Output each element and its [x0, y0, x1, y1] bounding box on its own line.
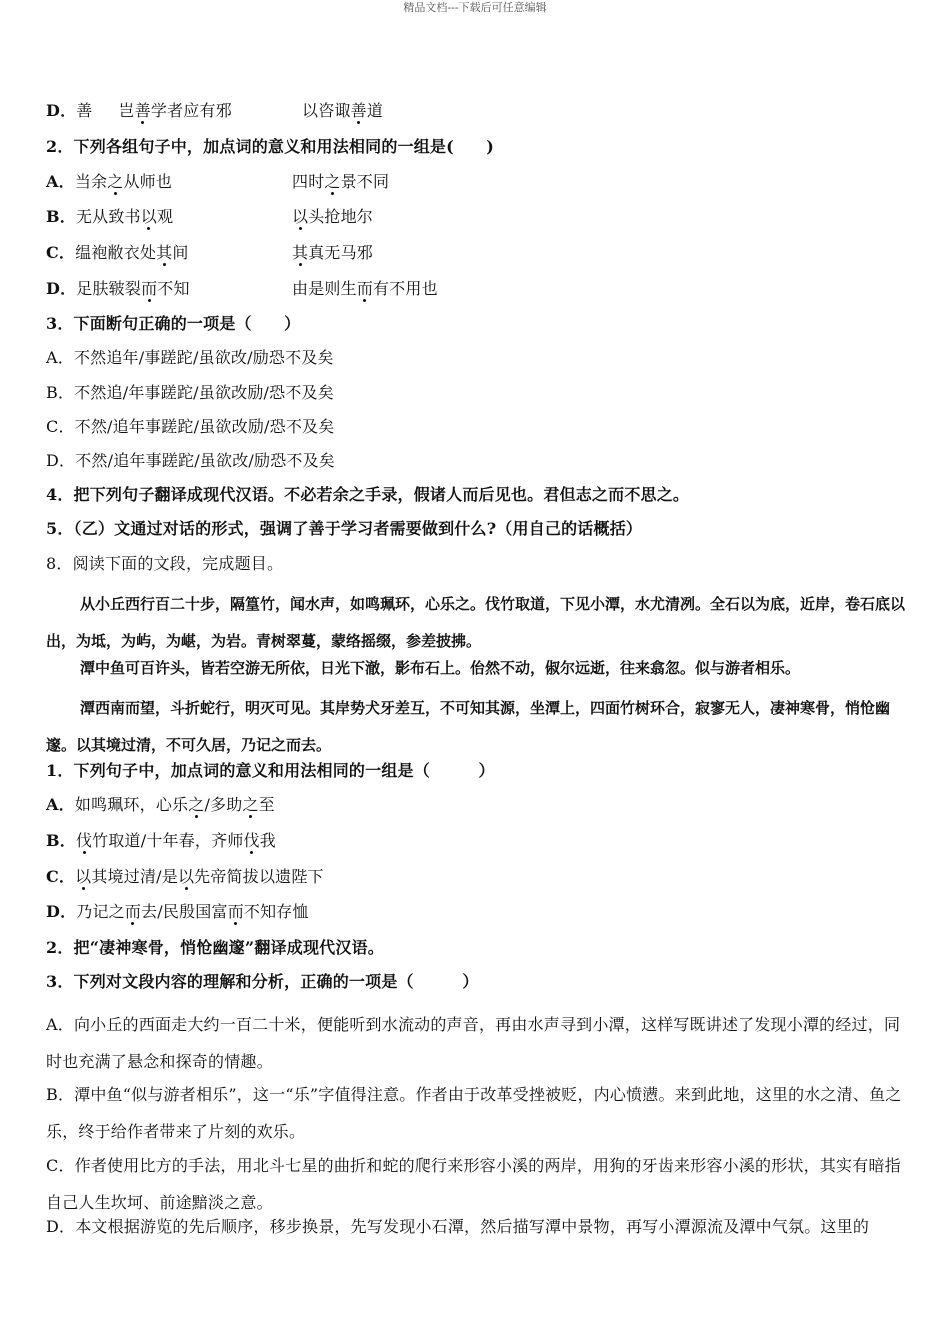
sub3-option-b: B．潭中鱼“似与游者相乐”，这一“乐”字值得注意。作者由于改革受挫被贬，内心愤懑。来到此地，这里的水之清、鱼之乐，终于给作者带来了片刻的欢乐。 — [46, 1085, 902, 1141]
dotted-word: 而 — [227, 902, 244, 921]
dotted-word: 而 — [124, 902, 142, 921]
dotted-word: 伐 — [243, 831, 260, 850]
q3-option-b: B．不然追/年事蹉跎/虽欲改励/恐不及矣 — [46, 383, 334, 402]
q1-option-d: D．善 岂善学者应有邪 以咨诹善道 — [46, 101, 384, 120]
dotted-word: 以 — [140, 207, 157, 226]
q2-option-a: A．当余之从师也 四时之景不同 — [46, 172, 390, 191]
dotted-word: 以 — [177, 867, 195, 886]
question-2-stem: 2．下列各组句子中，加点词的意义和用法相同的一组是( ) — [46, 137, 495, 156]
question-8-stem: 8．阅读下面的文段，完成题目。 — [46, 554, 284, 573]
sub-question-1-stem: 1．下列句子中，加点词的意义和用法相同的一组是（ ） — [46, 761, 495, 780]
question-5: 5．（乙）文通过对话的形式，强调了善于学习者需要做到什么?（用自己的话概括） — [46, 519, 643, 538]
option-word: 善 — [76, 101, 93, 120]
sub1-option-a: A．如鸣珮环，心乐之/多助之至 — [46, 795, 275, 814]
question-3-stem: 3．下面断句正确的一项是（ ） — [46, 314, 301, 333]
q3-option-d: D．不然/追年事蹉跎/虽欲改/励恐不及矣 — [46, 451, 336, 470]
sub1-option-d: D．乃记之而去/民殷国富而不知存恤 — [46, 902, 309, 921]
sub-question-2: 2．把“凄神寒骨，悄怆幽邃”翻译成现代汉语。 — [46, 938, 384, 957]
dotted-word: 之 — [324, 172, 341, 191]
passage-paragraph-2: 潭中鱼可百许头，皆若空游无所依，日光下澈，影布石上。佁然不动，俶尔远逝，往来翕忽。似与游者相乐。 — [80, 659, 801, 677]
passage-paragraph-1: 从小丘西行百二十步，隔篁竹，闻水声，如鸣珮环，心乐之。伐竹取道，下见小潭，水尤清冽。全石以为底，近岸，卷石底以出，为坻，为屿，为嵁，为岩。青树翠蔓，蒙络摇缀，参差披拂。 — [46, 595, 906, 650]
dotted-word: 之 — [188, 795, 205, 814]
sub3-option-a: A．向小丘的西面走大约一百二十米，便能听到水流动的声音，再由水声寻到小潭，这样写既讲述了发现小潭的经过，同时也充满了悬念和探奇的情趣。 — [46, 1015, 901, 1071]
dotted-word: 伐 — [75, 831, 93, 850]
passage-paragraph-3: 潭西南而望，斗折蛇行，明灭可见。其岸势犬牙差互，不可知其源，坐潭上，四面竹树环合，寂寥无人，凄神寒骨，悄怆幽邃。以其境过清，不可久居，乃记之而去。 — [46, 699, 891, 754]
q2-option-d: D．足肤皲裂而不知 由是则生而有不用也 — [46, 279, 438, 298]
q2-option-c: C．缊袍敝衣处其间 其真无马邪 — [46, 243, 374, 262]
dotted-word: 之 — [107, 172, 124, 191]
option-label: D． — [46, 101, 77, 120]
dotted-word: 以 — [75, 867, 92, 886]
dotted-word: 而 — [356, 279, 374, 298]
sub3-option-d: D．本文根据游览的先后顺序，移步换景，先写发现小石潭，然后描写潭中景物，再写小潭源流及潭中气氛。这里的 — [46, 1217, 870, 1236]
dotted-word: 之 — [242, 795, 259, 814]
q2-option-b: B．无从致书以观 以头抢地尔 — [46, 207, 374, 226]
dotted-word: 其 — [292, 243, 309, 262]
q3-option-a: A．不然追年/事蹉跎/虽欲改/励恐不及矣 — [46, 348, 334, 367]
dotted-word: 以 — [292, 207, 309, 226]
sub1-option-b: B．伐竹取道/十年春，齐师伐我 — [46, 831, 276, 850]
page-header: 精品文档---下载后可任意编辑 — [403, 1, 547, 14]
dotted-word: 而 — [141, 279, 158, 298]
q3-option-c: C．不然/追年事蹉跎/虽欲改励/恐不及矣 — [46, 417, 335, 436]
question-4: 4．把下列句子翻译成现代汉语。不必若余之手录，假诸人而后见也。君但志之而不思之。 — [46, 485, 690, 504]
sub3-option-c: C．作者使用比方的手法，用北斗七星的曲折和蛇的爬行来形容小溪的两岸，用狗的牙齿来形容小溪的形状，其实有暗指自己人生坎坷、前途黯淡之意。 — [46, 1156, 901, 1212]
dotted-word: 其 — [156, 243, 173, 262]
dotted-word: 善 — [350, 101, 367, 120]
sub1-option-c: C．以其境过清/是以先帝简拔以遗陛下 — [46, 867, 324, 886]
dotted-word: 善 — [134, 101, 151, 120]
sub-question-3-stem: 3．下列对文段内容的理解和分析，正确的一项是（ ） — [46, 972, 479, 991]
